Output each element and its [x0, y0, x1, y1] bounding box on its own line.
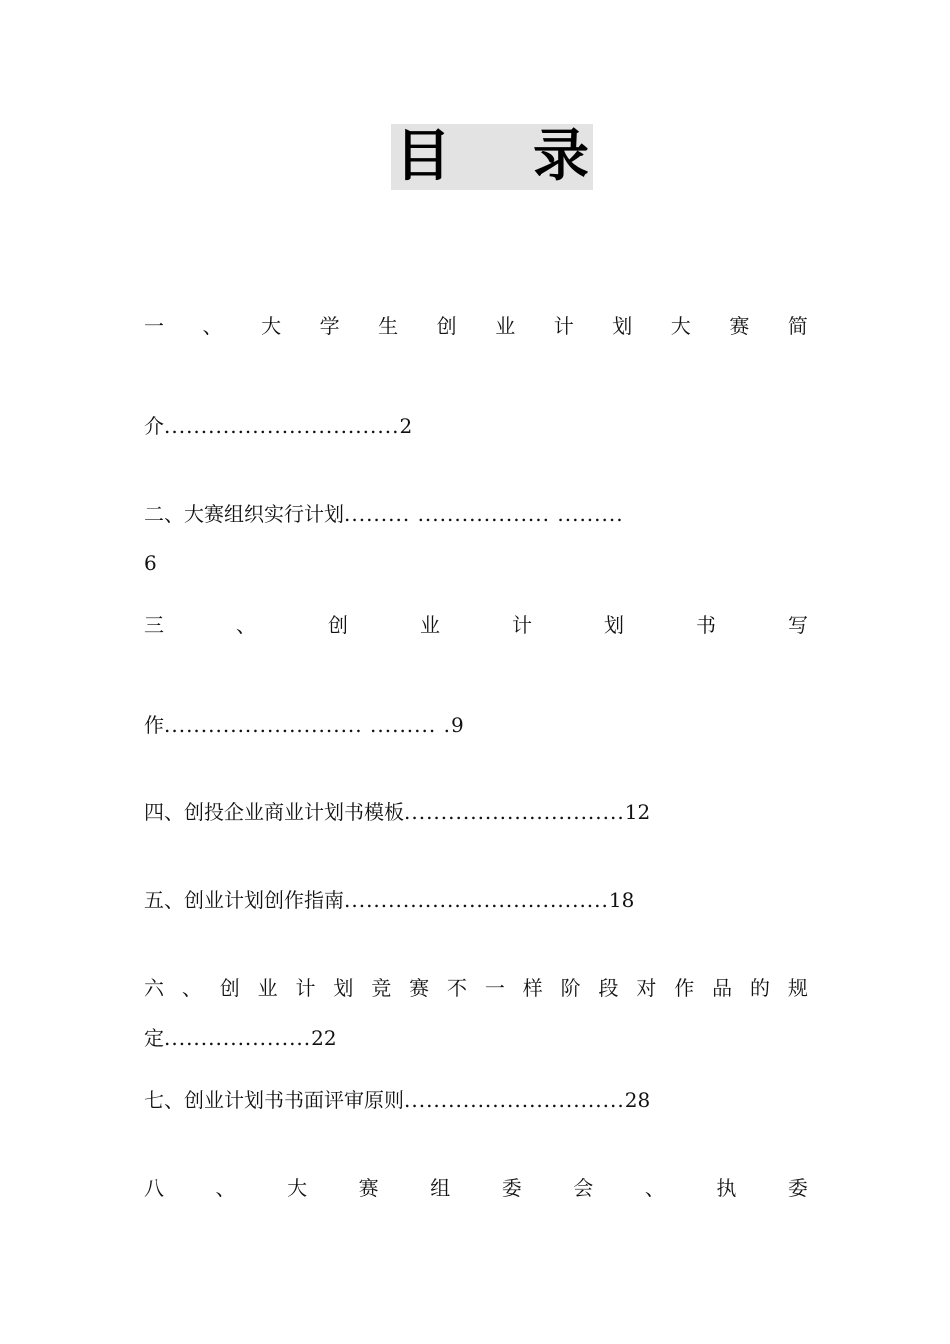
toc-leader-dots: ................................ — [164, 414, 400, 438]
toc-char: 、 — [236, 613, 256, 637]
toc-leader-dots: ........................... ......... . — [164, 713, 451, 737]
toc-item-3-tail[interactable] — [144, 711, 464, 739]
toc-char: 对 — [636, 976, 657, 1000]
title-char-2: 录 — [533, 124, 589, 189]
toc-char: 业 — [257, 976, 278, 1000]
toc-page-number: 18 — [608, 888, 635, 912]
toc-char: 一 — [144, 314, 164, 338]
toc-item-2[interactable] — [144, 500, 624, 528]
toc-char: 计 — [512, 613, 532, 637]
toc-page-number: 28 — [624, 1088, 651, 1112]
toc-char: 八 — [144, 1176, 164, 1200]
toc-char: 划 — [612, 314, 633, 338]
toc-item-text: 介 — [144, 414, 164, 438]
toc-char: 创 — [219, 976, 240, 1000]
toc-char: 段 — [598, 976, 619, 1000]
toc-char: 执 — [716, 1176, 737, 1200]
toc-char: 创 — [436, 314, 457, 338]
toc-char: 的 — [750, 976, 770, 1000]
toc-item-1-head[interactable] — [144, 312, 808, 340]
toc-char: 会 — [573, 1176, 594, 1200]
toc-item-7[interactable] — [144, 1086, 650, 1114]
toc-char: 、 — [215, 1176, 236, 1200]
toc-char: 划 — [604, 613, 624, 637]
toc-item-8-head[interactable] — [144, 1174, 808, 1202]
toc-char: 大 — [261, 314, 282, 338]
toc-char: 赛 — [409, 976, 430, 1000]
toc-page-number: 2 — [399, 414, 413, 438]
toc-leader-dots: .............................. — [404, 1088, 625, 1112]
toc-char: 、 — [202, 314, 223, 338]
toc-item-3-head[interactable] — [144, 611, 808, 639]
toc-char: 创 — [328, 613, 348, 637]
toc-leader-dots: ......... .................. ......... — [344, 502, 624, 526]
toc-item-6-head[interactable] — [144, 974, 808, 1002]
toc-char: 划 — [333, 976, 354, 1000]
toc-char: 组 — [430, 1176, 451, 1200]
toc-item-text: 定 — [144, 1026, 164, 1050]
toc-item-text: 七、创业计划书书面评审原则 — [144, 1088, 404, 1112]
toc-char: 业 — [420, 613, 440, 637]
toc-char: 业 — [495, 314, 516, 338]
toc-char: 委 — [787, 1176, 808, 1200]
title-char-1: 目 — [395, 124, 451, 189]
toc-leader-dots: .................................... — [344, 888, 609, 912]
toc-char: 作 — [674, 976, 695, 1000]
toc-item-text: 四、创投企业商业计划书模板 — [144, 800, 404, 824]
toc-char: 简 — [787, 314, 808, 338]
toc-item-5[interactable] — [144, 886, 634, 914]
toc-leader-dots: .................... — [164, 1026, 312, 1050]
toc-char: 规 — [787, 976, 808, 1000]
toc-page-number: 22 — [311, 1026, 337, 1050]
toc-char: 生 — [378, 314, 399, 338]
toc-char: 学 — [319, 314, 340, 338]
toc-char: 品 — [712, 976, 733, 1000]
toc-item-4[interactable] — [144, 798, 650, 826]
toc-page-number: 6 — [144, 551, 157, 575]
toc-item-text: 作 — [144, 713, 164, 737]
toc-char: 三 — [144, 613, 164, 637]
toc-leader-dots: .............................. — [404, 800, 625, 824]
toc-char: 书 — [696, 613, 716, 637]
toc-char: 、 — [644, 1176, 665, 1200]
toc-item-2-page-line — [144, 549, 157, 577]
toc-char: 计 — [295, 976, 316, 1000]
toc-char: 委 — [501, 1176, 522, 1200]
toc-item-1-tail[interactable] — [144, 412, 412, 440]
toc-char: 大 — [287, 1176, 308, 1200]
toc-item-text: 五、创业计划创作指南 — [144, 888, 344, 912]
toc-char: 计 — [553, 314, 574, 338]
toc-page-number: 12 — [624, 800, 651, 824]
toc-char: 不 — [447, 976, 467, 1000]
toc-char: 样 — [522, 976, 543, 1000]
toc-page-number: 9 — [450, 713, 464, 737]
document-title — [391, 124, 593, 190]
toc-char: 六 — [144, 976, 164, 1000]
toc-char: 阶 — [560, 976, 581, 1000]
toc-char: 一 — [484, 976, 505, 1000]
toc-char: 赛 — [729, 314, 750, 338]
toc-item-text: 二、大赛组织实行计划 — [144, 502, 344, 526]
toc-char: 、 — [181, 976, 202, 1000]
toc-item-6-tail[interactable] — [144, 1024, 337, 1052]
toc-char: 写 — [788, 613, 808, 637]
toc-char: 大 — [670, 314, 691, 338]
toc-char: 竞 — [371, 976, 392, 1000]
toc-char: 赛 — [358, 1176, 379, 1200]
